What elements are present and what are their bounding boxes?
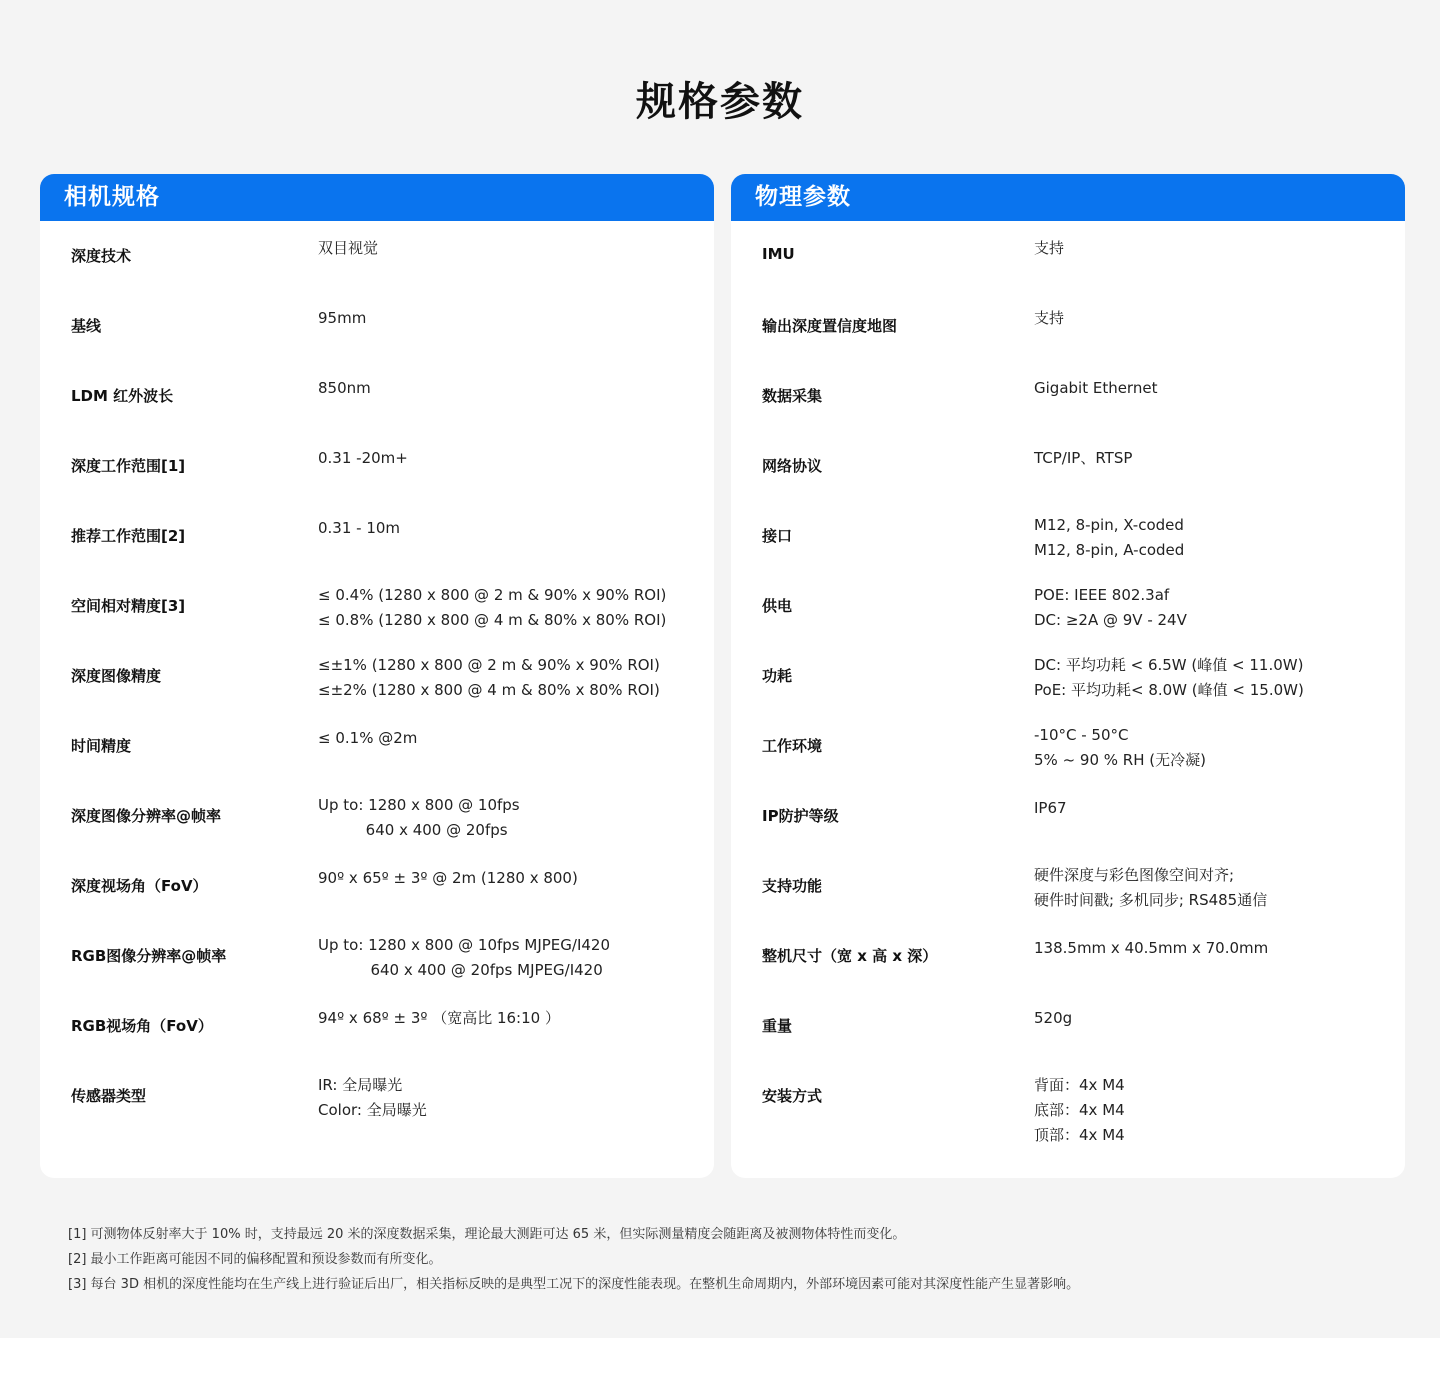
spec-value: 95mm <box>318 309 367 327</box>
spec-label: IMU <box>762 245 795 263</box>
spec-label: 重量 <box>762 1017 793 1035</box>
spec-row <box>40 851 714 921</box>
spec-row <box>40 641 714 711</box>
spec-value: 520g <box>1034 1009 1073 1027</box>
footnotes <box>68 1222 1079 1297</box>
spec-label: 深度图像分辨率@帧率 <box>71 807 222 825</box>
spec-value: 背面：4x M4 底部：4x M4 顶部：4x M4 <box>1034 1076 1125 1144</box>
spec-value: IP67 <box>1034 799 1067 817</box>
spec-row <box>40 291 714 361</box>
spec-label: 接口 <box>762 527 793 545</box>
spec-label: 传感器类型 <box>71 1087 147 1105</box>
spec-row <box>731 221 1405 291</box>
spec-row <box>40 991 714 1061</box>
spec-row <box>731 991 1405 1061</box>
spec-row <box>731 921 1405 991</box>
spec-row <box>731 501 1405 571</box>
spec-row <box>731 1061 1405 1144</box>
camera-spec-card <box>40 174 714 1178</box>
spec-value: Gigabit Ethernet <box>1034 379 1158 397</box>
spec-value: DC: 平均功耗 < 6.5W (峰值 < 11.0W) PoE: 平均功耗< 8.0W (峰值 < 15.0W) <box>1034 656 1304 699</box>
physical-spec-card <box>731 174 1405 1178</box>
spec-label: RGB图像分辨率@帧率 <box>71 947 227 965</box>
spec-value: 0.31 - 10m <box>318 519 401 537</box>
spec-value: TCP/IP、RTSP <box>1034 449 1133 467</box>
spec-label: IP防护等级 <box>762 807 839 825</box>
spec-label: LDM 红外波长 <box>71 387 174 405</box>
spec-label: 工作环境 <box>762 737 823 755</box>
page-title: 规格参数 <box>636 79 804 125</box>
spec-value: M12, 8-pin, X-coded M12, 8-pin, A-coded <box>1034 516 1185 559</box>
spec-row <box>731 781 1405 851</box>
spec-row <box>731 571 1405 641</box>
spec-label: 深度视场角（FoV） <box>71 877 208 895</box>
spec-label: 时间精度 <box>71 737 132 755</box>
spec-row <box>40 431 714 501</box>
spec-row <box>731 711 1405 781</box>
spec-label: 输出深度置信度地图 <box>762 317 898 335</box>
spec-row <box>40 711 714 781</box>
spec-value: IR: 全局曝光 Color: 全局曝光 <box>318 1076 427 1119</box>
spec-row <box>731 291 1405 361</box>
spec-value: ≤ 0.4% (1280 x 800 @ 2 m & 90% x 90% ROI) ≤ 0.8% (1280 x 800 @ 4 m & 80% x 80% ROI) <box>318 586 667 629</box>
spec-label: 空间相对精度[3] <box>71 597 186 615</box>
spec-row <box>731 431 1405 501</box>
spec-value: -10°C - 50°C 5% ~ 90 % RH (无冷凝) <box>1034 726 1206 769</box>
spec-value: 90º x 65º ± 3º @ 2m (1280 x 800) <box>318 869 578 887</box>
spec-value: 0.31 -20m+ <box>318 449 408 467</box>
spec-value: ≤ 0.1% @2m <box>318 729 418 747</box>
spec-value: 138.5mm x 40.5mm x 70.0mm <box>1034 939 1269 957</box>
spec-value: Up to: 1280 x 800 @ 10fps 640 x 400 @ 20fps <box>318 796 520 839</box>
spec-label: RGB视场角（FoV） <box>71 1017 213 1035</box>
camera-spec-header: 相机规格 <box>40 174 714 221</box>
spec-label: 基线 <box>71 317 102 335</box>
physical-spec-header: 物理参数 <box>731 174 1405 221</box>
spec-label: 深度图像精度 <box>71 667 162 685</box>
spec-row <box>731 361 1405 431</box>
spec-row <box>40 571 714 641</box>
spec-value: 双目视觉 <box>318 239 379 257</box>
footnote-2: [2] 最小工作距离可能因不同的偏移配置和预设参数而有所变化。 <box>68 1252 442 1267</box>
spec-value: 850nm <box>318 379 371 397</box>
spec-value: 硬件深度与彩色图像空间对齐; 硬件时间戳; 多机同步; RS485通信 <box>1034 866 1268 909</box>
footnote-1: [1] 可测物体反射率大于 10% 时，支持最远 20 米的深度数据采集，理论最大测距可达 65 米，但实际测量精度会随距离及被测物体特性而变化。 <box>68 1227 906 1242</box>
spec-label: 功耗 <box>762 667 793 685</box>
spec-value: ≤±1% (1280 x 800 @ 2 m & 90% x 90% ROI) ≤±2% (1280 x 800 @ 4 m & 80% x 80% ROI) <box>318 656 660 699</box>
spec-row <box>40 221 714 291</box>
spec-label: 供电 <box>762 597 793 615</box>
spec-value: 支持 <box>1034 239 1065 257</box>
spec-label: 推荐工作范围[2] <box>71 527 186 545</box>
spec-row <box>40 361 714 431</box>
spec-row <box>40 501 714 571</box>
spec-value: POE: IEEE 802.3af DC: ≥2A @ 9V - 24V <box>1034 586 1187 629</box>
spec-label: 深度工作范围[1] <box>71 457 186 475</box>
spec-label: 整机尺寸（宽 x 高 x 深） <box>762 947 938 965</box>
spec-label: 安装方式 <box>762 1087 823 1105</box>
spec-row <box>731 851 1405 921</box>
spec-label: 支持功能 <box>762 877 823 895</box>
spec-label: 深度技术 <box>71 247 132 265</box>
spec-row <box>731 641 1405 711</box>
spec-value: 支持 <box>1034 309 1065 327</box>
spec-row <box>40 781 714 851</box>
spec-value: Up to: 1280 x 800 @ 10fps MJPEG/I420 640 x 400 @ 20fps MJPEG/I420 <box>318 936 610 979</box>
footnote-3: [3] 每台 3D 相机的深度性能均在生产线上进行验证后出厂，相关指标反映的是典型工况下的深度性能表现。在整机生命周期内，外部环境因素可能对其深度性能产生显著影响。 <box>68 1277 1080 1292</box>
spec-row <box>40 1061 714 1131</box>
spec-row <box>40 921 714 991</box>
spec-label: 数据采集 <box>762 387 823 405</box>
spec-value: 94º x 68º ± 3º （宽高比 16:10 ） <box>318 1009 560 1027</box>
spec-label: 网络协议 <box>762 457 823 475</box>
